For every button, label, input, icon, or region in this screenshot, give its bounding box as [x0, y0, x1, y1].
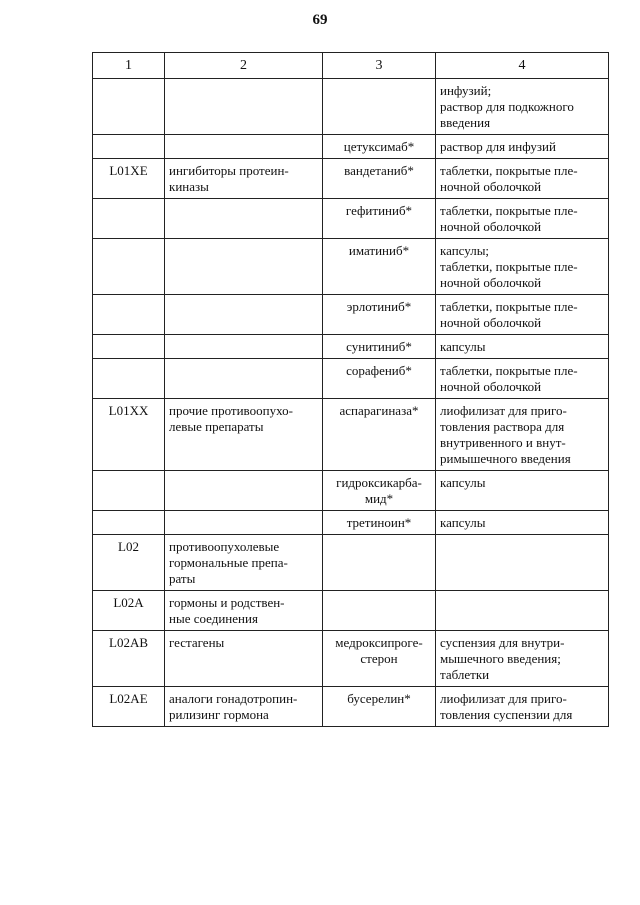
drug-name-cell: аспарагиназа*	[323, 399, 436, 471]
drug-name-cell: сунитиниб*	[323, 335, 436, 359]
dosage-form-cell	[436, 535, 609, 591]
drug-name-cell	[323, 535, 436, 591]
drug-group-cell: противоопухолевые гормональные препа- раты	[165, 535, 323, 591]
drug-name-cell: эрлотиниб*	[323, 295, 436, 335]
drug-group-cell: аналоги гонадотропин- рилизинг гормона	[165, 687, 323, 727]
drug-group-cell: гормоны и родствен- ные соединения	[165, 591, 323, 631]
dosage-form-cell: суспензия для внутри- мышечного введения; таблетки	[436, 631, 609, 687]
dosage-form-cell: капсулы	[436, 471, 609, 511]
drug-group-cell	[165, 471, 323, 511]
atc-code-cell: L02AE	[93, 687, 165, 727]
dosage-form-cell: таблетки, покрытые пле- ночной оболочкой	[436, 159, 609, 199]
atc-code-cell	[93, 511, 165, 535]
atc-code-cell	[93, 359, 165, 399]
drug-name-cell: вандетаниб*	[323, 159, 436, 199]
table-header-row	[93, 53, 609, 79]
table-row	[93, 199, 609, 239]
page-number: 69	[312, 12, 328, 28]
drug-group-cell	[165, 511, 323, 535]
atc-code-cell	[93, 135, 165, 159]
dosage-form-cell: лиофилизат для приго- товления суспензии для	[436, 687, 609, 727]
column-header: 2	[165, 53, 323, 79]
drug-group-cell	[165, 239, 323, 295]
table-row	[93, 535, 609, 591]
table-row	[93, 159, 609, 199]
drug-name-cell: цетуксимаб*	[323, 135, 436, 159]
atc-code-cell	[93, 335, 165, 359]
atc-code-cell	[93, 79, 165, 135]
atc-code-cell: L02A	[93, 591, 165, 631]
drug-group-cell	[165, 295, 323, 335]
atc-code-cell: L01XX	[93, 399, 165, 471]
dosage-form-cell: раствор для инфузий	[436, 135, 609, 159]
table-row	[93, 591, 609, 631]
table-row	[93, 135, 609, 159]
dosage-form-cell: таблетки, покрытые пле- ночной оболочкой	[436, 199, 609, 239]
dosage-form-cell: таблетки, покрытые пле- ночной оболочкой	[436, 295, 609, 335]
drug-group-cell	[165, 135, 323, 159]
drug-group-cell	[165, 359, 323, 399]
atc-code-cell: L01XE	[93, 159, 165, 199]
drug-name-cell: третиноин*	[323, 511, 436, 535]
table-row	[93, 239, 609, 295]
dosage-form-cell: инфузий; раствор для подкожного введения	[436, 79, 609, 135]
dosage-form-cell: капсулы	[436, 335, 609, 359]
drug-name-cell: гефитиниб*	[323, 199, 436, 239]
drug-name-cell: медроксипроге- стерон	[323, 631, 436, 687]
atc-code-cell	[93, 295, 165, 335]
column-header: 1	[93, 53, 165, 79]
dosage-form-cell: таблетки, покрытые пле- ночной оболочкой	[436, 359, 609, 399]
table-row	[93, 335, 609, 359]
drug-group-cell	[165, 335, 323, 359]
drug-name-cell: иматиниб*	[323, 239, 436, 295]
atc-code-cell: L02AB	[93, 631, 165, 687]
drug-group-cell: ингибиторы протеин- киназы	[165, 159, 323, 199]
table-row	[93, 399, 609, 471]
table-row	[93, 295, 609, 335]
drug-name-cell: бусерелин*	[323, 687, 436, 727]
table-row	[93, 687, 609, 727]
dosage-form-cell: капсулы; таблетки, покрытые пле- ночной оболочкой	[436, 239, 609, 295]
dosage-form-cell: капсулы	[436, 511, 609, 535]
atc-code-cell	[93, 199, 165, 239]
drug-name-cell	[323, 79, 436, 135]
drug-name-cell: сорафениб*	[323, 359, 436, 399]
table-row	[93, 79, 609, 135]
drug-name-cell: гидроксикарба- мид*	[323, 471, 436, 511]
dosage-form-cell	[436, 591, 609, 631]
atc-code-cell	[93, 471, 165, 511]
atc-code-cell	[93, 239, 165, 295]
atc-code-cell: L02	[93, 535, 165, 591]
column-header: 4	[436, 53, 609, 79]
dosage-form-cell: лиофилизат для приго- товления раствора для внутривенного и внут- римышечного введения	[436, 399, 609, 471]
drug-group-cell: гестагены	[165, 631, 323, 687]
table-row	[93, 631, 609, 687]
drug-group-cell	[165, 199, 323, 239]
table-row	[93, 471, 609, 511]
drug-name-cell	[323, 591, 436, 631]
table-row	[93, 359, 609, 399]
drug-group-cell: прочие противоопухо- левые препараты	[165, 399, 323, 471]
drug-group-cell	[165, 79, 323, 135]
drug-table	[92, 52, 609, 727]
column-header: 3	[323, 53, 436, 79]
table-row	[93, 511, 609, 535]
